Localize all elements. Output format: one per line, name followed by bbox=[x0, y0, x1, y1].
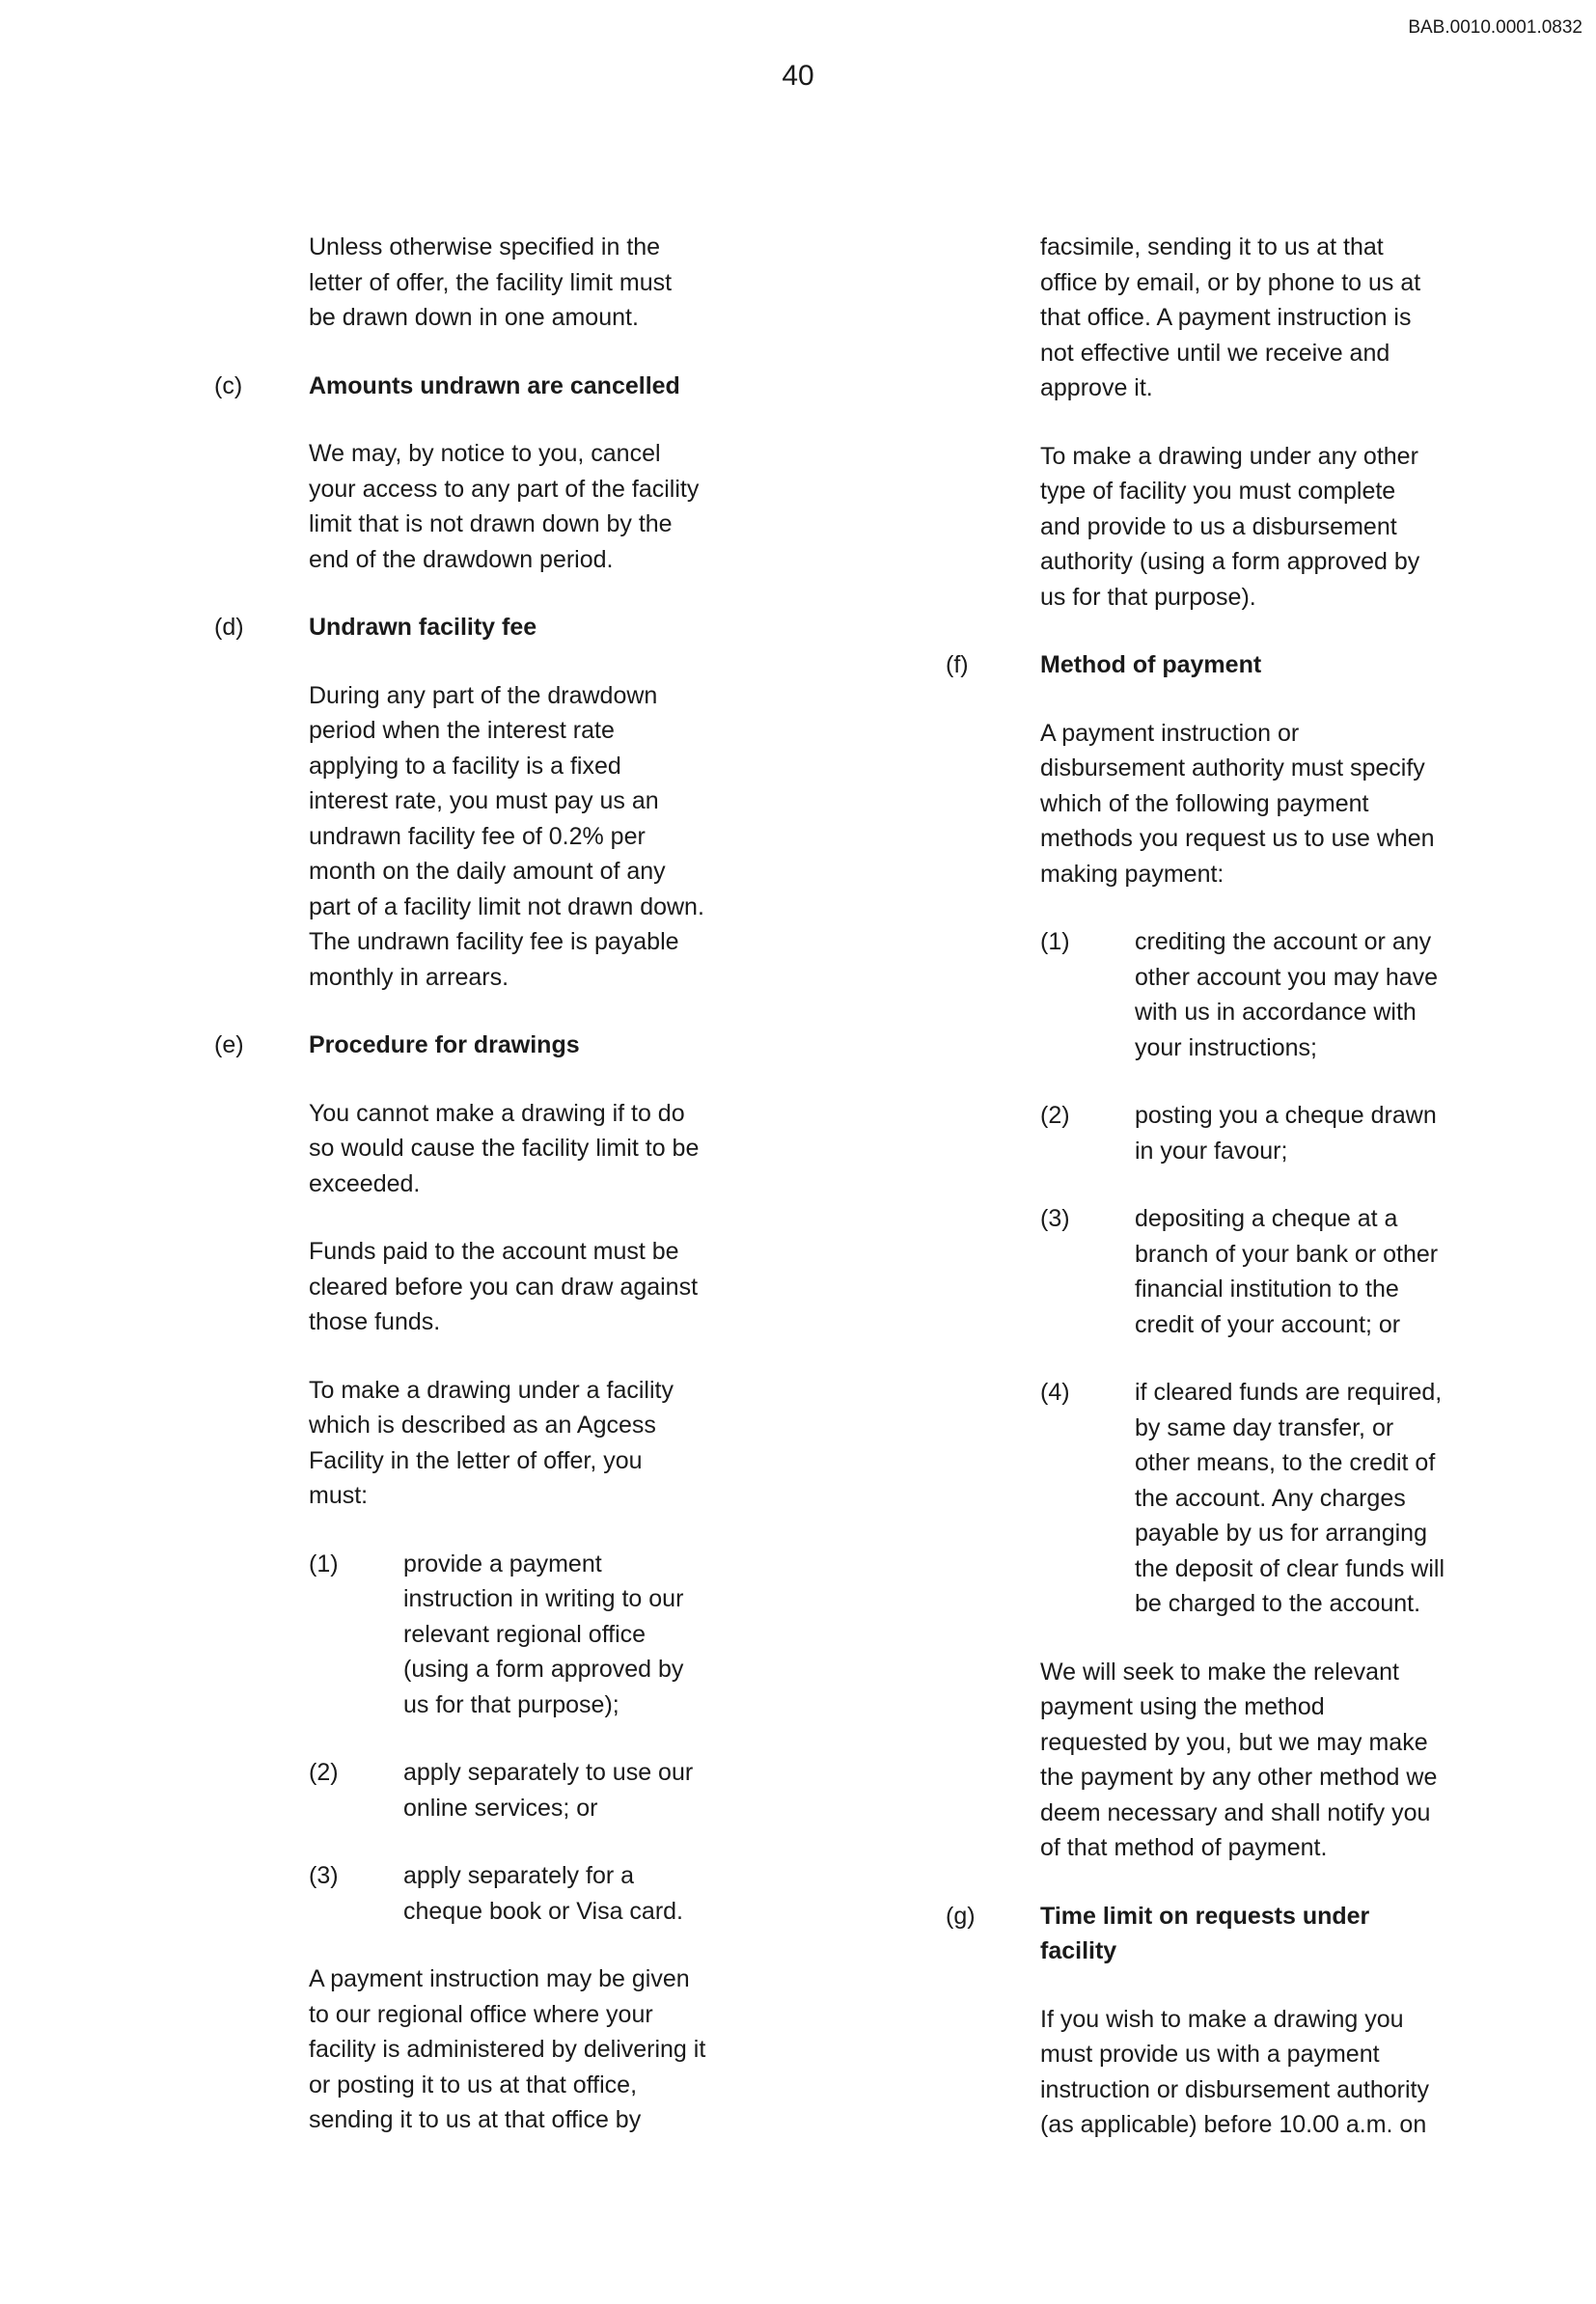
section-g-body: If you wish to make a drawing you must provide us with a payment instruction or disbursement authority (as applicable) before 10.00 a.m. on bbox=[1040, 2005, 1429, 2138]
list-item bbox=[944, 1201, 1500, 1342]
list-item-text: crediting the account or any other account you may have with us in accordance with your instructions; bbox=[1135, 928, 1439, 1061]
list-item-text: apply separately to use our online services; or bbox=[403, 1759, 694, 1822]
section-c-title: Amounts undrawn are cancelled bbox=[309, 371, 680, 399]
section-g-title: Time limit on requests under facility bbox=[1040, 1902, 1370, 1964]
list-item-number: (2) bbox=[309, 1759, 339, 1786]
section-g-marker: (g) bbox=[946, 1902, 976, 1930]
section-f-marker: (f) bbox=[946, 651, 969, 678]
list-item bbox=[212, 1547, 768, 1723]
section-f-title: Method of payment bbox=[1040, 651, 1262, 678]
section-e-paragraph-3: To make a drawing under a facility which is described as an Agcess Facility in the letter of offer, you must: bbox=[309, 1376, 674, 1509]
list-item bbox=[944, 1098, 1500, 1168]
list-item-number: (2) bbox=[1040, 1102, 1070, 1129]
section-f-body: A payment instruction or disbursement authority must specify which of the following payment methods you request us to use when making payment: bbox=[1040, 719, 1435, 888]
section-d-marker: (d) bbox=[214, 614, 244, 641]
list-item-text: posting you a cheque drawn in your favour; bbox=[1135, 1102, 1437, 1165]
paragraph-payment-instruction-continued: facsimile, sending it to us at that office by email, or by phone to us at that office. A payment instruction is not effective until we receive and approve it. bbox=[1040, 233, 1421, 401]
section-c-heading bbox=[212, 369, 768, 404]
section-c-marker: (c) bbox=[214, 371, 243, 399]
list-item-number: (1) bbox=[1040, 928, 1070, 955]
section-e-paragraph-1: You cannot make a drawing if to do so would cause the facility limit to be exceeded. bbox=[309, 1099, 700, 1197]
section-c-body: We may, by notice to you, cancel your access to any part of the facility limit that is not drawn down by the end of the drawdown period. bbox=[309, 440, 700, 573]
section-f-heading bbox=[944, 647, 1500, 683]
list-item-number: (1) bbox=[309, 1550, 339, 1577]
list-item-number: (3) bbox=[309, 1862, 339, 1889]
paragraph-drawdown-amount: Unless otherwise specified in the letter of offer, the facility limit must be drawn down in one amount. bbox=[309, 233, 673, 331]
right-column bbox=[944, 230, 1500, 2176]
list-item-number: (4) bbox=[1040, 1379, 1070, 1406]
list-item bbox=[944, 924, 1500, 1065]
list-item-text: apply separately for a cheque book or Visa card. bbox=[403, 1862, 684, 1925]
page-number: 40 bbox=[782, 60, 814, 92]
section-e-paragraph-2: Funds paid to the account must be cleared before you can draw against those funds. bbox=[309, 1238, 699, 1335]
section-e-title: Procedure for drawings bbox=[309, 1031, 580, 1058]
list-item bbox=[212, 1755, 768, 1825]
list-item-number: (3) bbox=[1040, 1205, 1070, 1232]
section-f-paragraph-2: We will seek to make the relevant payment using the method requested by you, but we may make the payment by any other method we deem necessary and shall notify you of that method of payment. bbox=[1040, 1658, 1438, 1861]
list-item-text: if cleared funds are required, by same day transfer, or other means, to the credit of the account. Any charges payable by us for arranging the deposit of clear funds will be charged to the account. bbox=[1135, 1379, 1445, 1617]
list-item-text: depositing a cheque at a branch of your bank or other financial institution to the credit of your account; or bbox=[1135, 1205, 1439, 1338]
document-id: BAB.0010.0001.0832 bbox=[1408, 17, 1582, 38]
section-g-heading bbox=[944, 1899, 1500, 1969]
section-d-heading bbox=[212, 610, 768, 645]
paragraph-disbursement-authority: To make a drawing under any other type of facility you must complete and provide to us a disbursement authority (using a form approved by us for that purpose). bbox=[1040, 442, 1420, 611]
section-e-heading bbox=[212, 1028, 768, 1063]
section-d-body: During any part of the drawdown period when the interest rate applying to a facility is a fixed interest rate, you must pay us an undrawn facility fee of 0.2% per month on the daily amount of any part of a facility limit not drawn down. The undrawn facility fee is payable monthly in arrears. bbox=[309, 681, 704, 991]
section-e-marker: (e) bbox=[214, 1031, 244, 1058]
list-item bbox=[944, 1375, 1500, 1622]
section-e-paragraph-4: A payment instruction may be given to our regional office where your facility is administered by delivering it or posting it to us at that office, sending it to us at that office by bbox=[309, 1965, 706, 2133]
left-column bbox=[212, 230, 768, 2171]
section-d-title: Undrawn facility fee bbox=[309, 614, 537, 641]
list-item-text: provide a payment instruction in writing to our relevant regional office (using a form approved by us for that purpose); bbox=[403, 1550, 684, 1718]
list-item bbox=[212, 1858, 768, 1929]
